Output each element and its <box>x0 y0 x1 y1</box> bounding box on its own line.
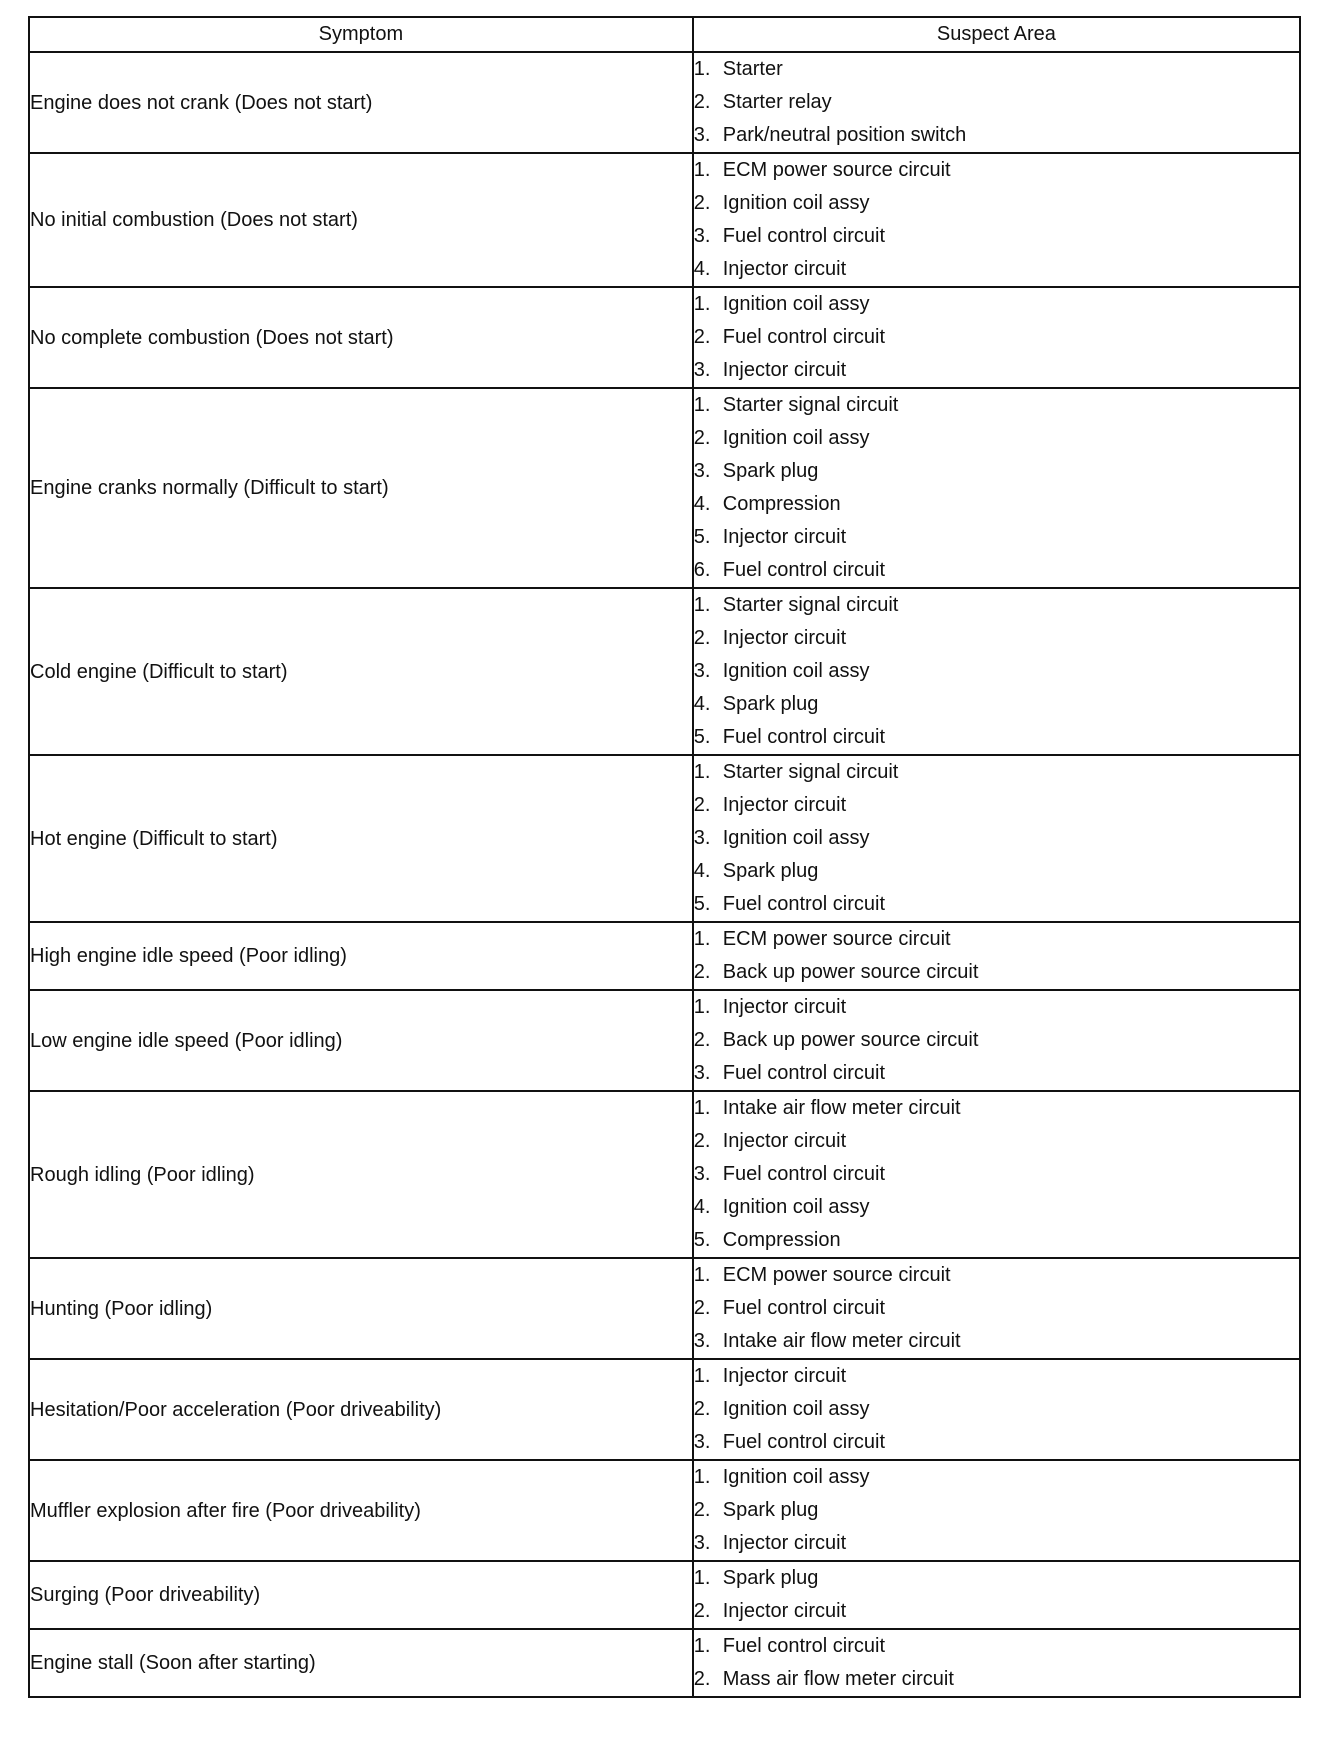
symptom-cell: Low engine idle speed (Poor idling) <box>29 990 693 1091</box>
item-number: 5. <box>693 1229 711 1251</box>
list-item <box>694 1191 1299 1224</box>
suspect-area-cell <box>693 1258 1300 1359</box>
list-item <box>694 422 1299 455</box>
list-item <box>694 1663 1299 1696</box>
suspect-area-list <box>694 1092 1299 1257</box>
list-item <box>694 488 1299 521</box>
item-number: 2. <box>693 1297 711 1319</box>
item-text: Starter signal circuit <box>722 394 899 416</box>
item-text: Fuel control circuit <box>722 1297 886 1319</box>
list-item <box>694 354 1299 387</box>
item-number: 3. <box>693 1163 711 1185</box>
suspect-area-cell <box>693 1629 1300 1697</box>
item-number: 4. <box>693 693 711 715</box>
list-item <box>694 1393 1299 1426</box>
item-text: Park/neutral position switch <box>722 124 967 146</box>
item-text: Fuel control circuit <box>722 1431 886 1453</box>
item-number: 3. <box>693 1062 711 1084</box>
item-number: 2. <box>693 192 711 214</box>
item-number: 2. <box>693 1398 711 1420</box>
item-text: Fuel control circuit <box>722 1163 886 1185</box>
item-text: ECM power source circuit <box>722 159 951 181</box>
item-number: 1. <box>693 594 711 616</box>
item-text: Ignition coil assy <box>722 1196 870 1218</box>
item-number: 3. <box>693 660 711 682</box>
table-header-row <box>29 17 1300 52</box>
list-item <box>694 455 1299 488</box>
item-number: 2. <box>693 961 711 983</box>
item-number: 1. <box>693 1264 711 1286</box>
item-number: 2. <box>693 794 711 816</box>
item-text: Injector circuit <box>722 794 847 816</box>
item-number: 3. <box>693 359 711 381</box>
list-item <box>694 1125 1299 1158</box>
item-text: Ignition coil assy <box>722 427 870 449</box>
item-text: Fuel control circuit <box>722 326 886 348</box>
item-number: 3. <box>693 225 711 247</box>
item-text: Fuel control circuit <box>722 1635 886 1657</box>
list-item <box>694 956 1299 989</box>
item-number: 3. <box>693 1431 711 1453</box>
item-number: 1. <box>693 394 711 416</box>
suspect-area-list <box>694 1461 1299 1560</box>
table-row <box>29 922 1300 990</box>
item-text: Fuel control circuit <box>722 1062 886 1084</box>
symptom-cell: Engine does not crank (Does not start) <box>29 52 693 153</box>
item-number: 3. <box>693 1330 711 1352</box>
item-number: 4. <box>693 860 711 882</box>
suspect-area-cell <box>693 1091 1300 1258</box>
table-row <box>29 1561 1300 1629</box>
table-body <box>29 52 1300 1697</box>
item-text: Spark plug <box>722 1499 819 1521</box>
item-text: Ignition coil assy <box>722 827 870 849</box>
symptom-cell: Hunting (Poor idling) <box>29 1258 693 1359</box>
list-item <box>694 53 1299 86</box>
item-text: Injector circuit <box>722 258 847 280</box>
list-item <box>694 389 1299 422</box>
suspect-area-column-header: Suspect Area <box>693 17 1300 52</box>
list-item <box>694 822 1299 855</box>
suspect-area-list <box>694 154 1299 286</box>
item-text: Injector circuit <box>722 1532 847 1554</box>
item-text: Injector circuit <box>722 526 847 548</box>
item-number: 2. <box>693 427 711 449</box>
suspect-area-list <box>694 1259 1299 1358</box>
item-text: Starter relay <box>722 91 832 113</box>
list-item <box>694 622 1299 655</box>
item-text: Mass air flow meter circuit <box>722 1668 954 1690</box>
list-item <box>694 1092 1299 1125</box>
item-text: Spark plug <box>722 1567 819 1589</box>
list-item <box>694 855 1299 888</box>
symptom-cell: Muffler explosion after fire (Poor driveability) <box>29 1460 693 1561</box>
list-item <box>694 688 1299 721</box>
suspect-area-list <box>694 991 1299 1090</box>
item-number: 1. <box>693 58 711 80</box>
list-item <box>694 1595 1299 1628</box>
list-item <box>694 789 1299 822</box>
list-item <box>694 1224 1299 1257</box>
item-number: 2. <box>693 627 711 649</box>
table-row <box>29 588 1300 755</box>
item-text: Injector circuit <box>722 1600 847 1622</box>
item-text: Injector circuit <box>722 1130 847 1152</box>
item-text: ECM power source circuit <box>722 1264 951 1286</box>
symptom-column-header: Symptom <box>29 17 693 52</box>
suspect-area-list <box>694 1360 1299 1459</box>
list-item <box>694 589 1299 622</box>
symptom-cell: Rough idling (Poor idling) <box>29 1091 693 1258</box>
item-text: Fuel control circuit <box>722 893 886 915</box>
suspect-area-cell <box>693 922 1300 990</box>
item-text: Injector circuit <box>722 359 847 381</box>
item-number: 3. <box>693 1532 711 1554</box>
item-text: Fuel control circuit <box>722 559 886 581</box>
suspect-area-list <box>694 288 1299 387</box>
table-row <box>29 1460 1300 1561</box>
item-number: 1. <box>693 293 711 315</box>
item-number: 1. <box>693 928 711 950</box>
item-number: 1. <box>693 159 711 181</box>
list-item <box>694 1057 1299 1090</box>
item-number: 1. <box>693 1567 711 1589</box>
table-row <box>29 388 1300 588</box>
list-item <box>694 1562 1299 1595</box>
suspect-area-cell <box>693 287 1300 388</box>
list-item <box>694 1292 1299 1325</box>
item-text: Starter signal circuit <box>722 594 899 616</box>
symptom-cell: No initial combustion (Does not start) <box>29 153 693 287</box>
suspect-area-cell <box>693 990 1300 1091</box>
suspect-area-list <box>694 923 1299 989</box>
list-item <box>694 154 1299 187</box>
table-row <box>29 153 1300 287</box>
item-number: 4. <box>693 493 711 515</box>
list-item <box>694 756 1299 789</box>
item-number: 2. <box>693 1130 711 1152</box>
item-number: 2. <box>693 1029 711 1051</box>
list-item <box>694 1426 1299 1459</box>
table-row <box>29 1091 1300 1258</box>
suspect-area-cell <box>693 388 1300 588</box>
item-number: 3. <box>693 460 711 482</box>
list-item <box>694 1325 1299 1358</box>
item-text: Spark plug <box>722 460 819 482</box>
symptom-cell: Hot engine (Difficult to start) <box>29 755 693 922</box>
suspect-area-cell <box>693 52 1300 153</box>
item-number: 5. <box>693 726 711 748</box>
symptom-cell: Cold engine (Difficult to start) <box>29 588 693 755</box>
list-item <box>694 1360 1299 1393</box>
suspect-area-cell <box>693 1460 1300 1561</box>
item-number: 4. <box>693 258 711 280</box>
table-row <box>29 1629 1300 1697</box>
item-text: Intake air flow meter circuit <box>722 1330 961 1352</box>
item-number: 2. <box>693 1499 711 1521</box>
item-text: Fuel control circuit <box>722 225 886 247</box>
item-number: 1. <box>693 1097 711 1119</box>
item-number: 2. <box>693 1600 711 1622</box>
list-item <box>694 187 1299 220</box>
list-item <box>694 655 1299 688</box>
suspect-area-list <box>694 53 1299 152</box>
list-item <box>694 1158 1299 1191</box>
list-item <box>694 288 1299 321</box>
item-text: ECM power source circuit <box>722 928 951 950</box>
list-item <box>694 1461 1299 1494</box>
suspect-area-cell <box>693 1359 1300 1460</box>
item-number: 1. <box>693 1365 711 1387</box>
item-text: Compression <box>722 1229 841 1251</box>
suspect-area-cell <box>693 153 1300 287</box>
list-item <box>694 521 1299 554</box>
item-text: Ignition coil assy <box>722 1398 870 1420</box>
list-item <box>694 220 1299 253</box>
list-item <box>694 888 1299 921</box>
troubleshooting-table <box>28 16 1301 1698</box>
item-number: 3. <box>693 827 711 849</box>
item-number: 2. <box>693 91 711 113</box>
list-item <box>694 721 1299 754</box>
list-item <box>694 923 1299 956</box>
item-text: Back up power source circuit <box>722 961 979 983</box>
suspect-area-list <box>694 1630 1299 1696</box>
list-item <box>694 1259 1299 1292</box>
list-item <box>694 991 1299 1024</box>
symptom-cell: Hesitation/Poor acceleration (Poor driveability) <box>29 1359 693 1460</box>
table-row <box>29 990 1300 1091</box>
item-text: Ignition coil assy <box>722 192 870 214</box>
table-row <box>29 1359 1300 1460</box>
item-number: 1. <box>693 996 711 1018</box>
table-row <box>29 287 1300 388</box>
item-number: 1. <box>693 761 711 783</box>
list-item <box>694 253 1299 286</box>
item-text: Ignition coil assy <box>722 1466 870 1488</box>
list-item <box>694 1630 1299 1663</box>
item-number: 3. <box>693 124 711 146</box>
item-number: 4. <box>693 1196 711 1218</box>
table-row <box>29 52 1300 153</box>
item-text: Ignition coil assy <box>722 293 870 315</box>
item-text: Compression <box>722 493 841 515</box>
item-text: Ignition coil assy <box>722 660 870 682</box>
item-number: 2. <box>693 326 711 348</box>
list-item <box>694 321 1299 354</box>
table-row <box>29 755 1300 922</box>
suspect-area-list <box>694 589 1299 754</box>
list-item <box>694 1527 1299 1560</box>
symptom-cell: Surging (Poor driveability) <box>29 1561 693 1629</box>
suspect-area-list <box>694 756 1299 921</box>
symptom-cell: Engine stall (Soon after starting) <box>29 1629 693 1697</box>
item-number: 5. <box>693 893 711 915</box>
item-text: Starter signal circuit <box>722 761 899 783</box>
suspect-area-cell <box>693 755 1300 922</box>
item-number: 2. <box>693 1668 711 1690</box>
symptom-cell: High engine idle speed (Poor idling) <box>29 922 693 990</box>
item-text: Back up power source circuit <box>722 1029 979 1051</box>
item-text: Fuel control circuit <box>722 726 886 748</box>
suspect-area-cell <box>693 1561 1300 1629</box>
item-text: Spark plug <box>722 860 819 882</box>
table-row <box>29 1258 1300 1359</box>
item-text: Injector circuit <box>722 996 847 1018</box>
symptom-cell: No complete combustion (Does not start) <box>29 287 693 388</box>
item-text: Injector circuit <box>722 627 847 649</box>
suspect-area-cell <box>693 588 1300 755</box>
item-number: 1. <box>693 1635 711 1657</box>
item-text: Spark plug <box>722 693 819 715</box>
symptom-cell: Engine cranks normally (Difficult to start) <box>29 388 693 588</box>
item-number: 5. <box>693 526 711 548</box>
item-number: 6. <box>693 559 711 581</box>
list-item <box>694 1024 1299 1057</box>
list-item <box>694 86 1299 119</box>
item-text: Intake air flow meter circuit <box>722 1097 961 1119</box>
item-text: Injector circuit <box>722 1365 847 1387</box>
suspect-area-list <box>694 1562 1299 1628</box>
list-item <box>694 554 1299 587</box>
item-text: Starter <box>722 58 783 80</box>
list-item <box>694 1494 1299 1527</box>
suspect-area-list <box>694 389 1299 587</box>
item-number: 1. <box>693 1466 711 1488</box>
list-item <box>694 119 1299 152</box>
